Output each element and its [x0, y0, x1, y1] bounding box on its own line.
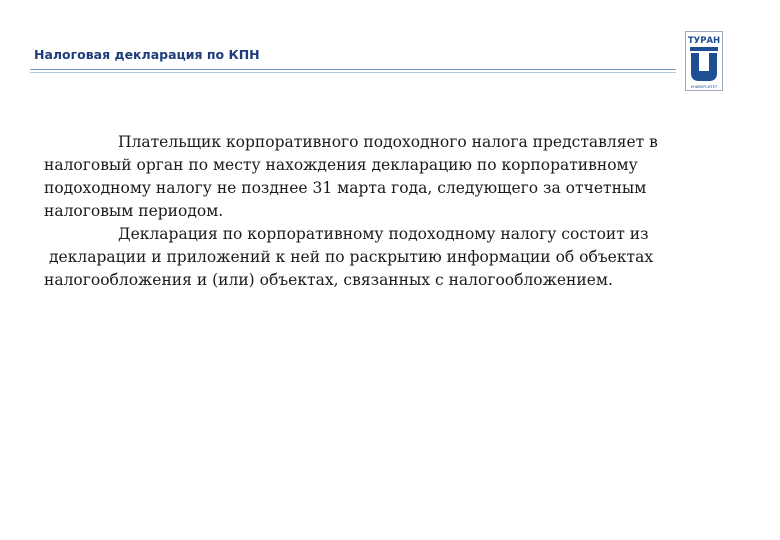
paragraph1-line2: налоговый орган по месту нахождения декларацию по корпоративному [44, 156, 638, 174]
logo-bottom-text: УНИВЕРСИТЕТ [690, 85, 718, 89]
turan-university-logo [685, 31, 723, 91]
paragraph2-line1: Декларация по корпоративному подоходному налогу состоит из [118, 225, 649, 243]
paragraph2-line2: декларации и приложений к ней по раскрытию информации об объектах [49, 248, 654, 266]
logo-top-text: ТУРАН [687, 36, 721, 46]
body-text [44, 131, 734, 292]
paragraph1-line3: подоходному налогу не позднее 31 марта года, следующего за отчетным [44, 179, 647, 197]
paragraph2-line3: налогообложения и (или) объектах, связанных с налогообложением. [44, 271, 613, 289]
slide-title: Налоговая декларация по КПН [34, 47, 260, 62]
paragraph1-line1: Плательщик корпоративного подоходного налога представляет в [118, 133, 658, 151]
paragraph1-line4: налоговым периодом. [44, 202, 224, 220]
title-underline-secondary [30, 72, 676, 73]
title-underline [30, 69, 676, 70]
